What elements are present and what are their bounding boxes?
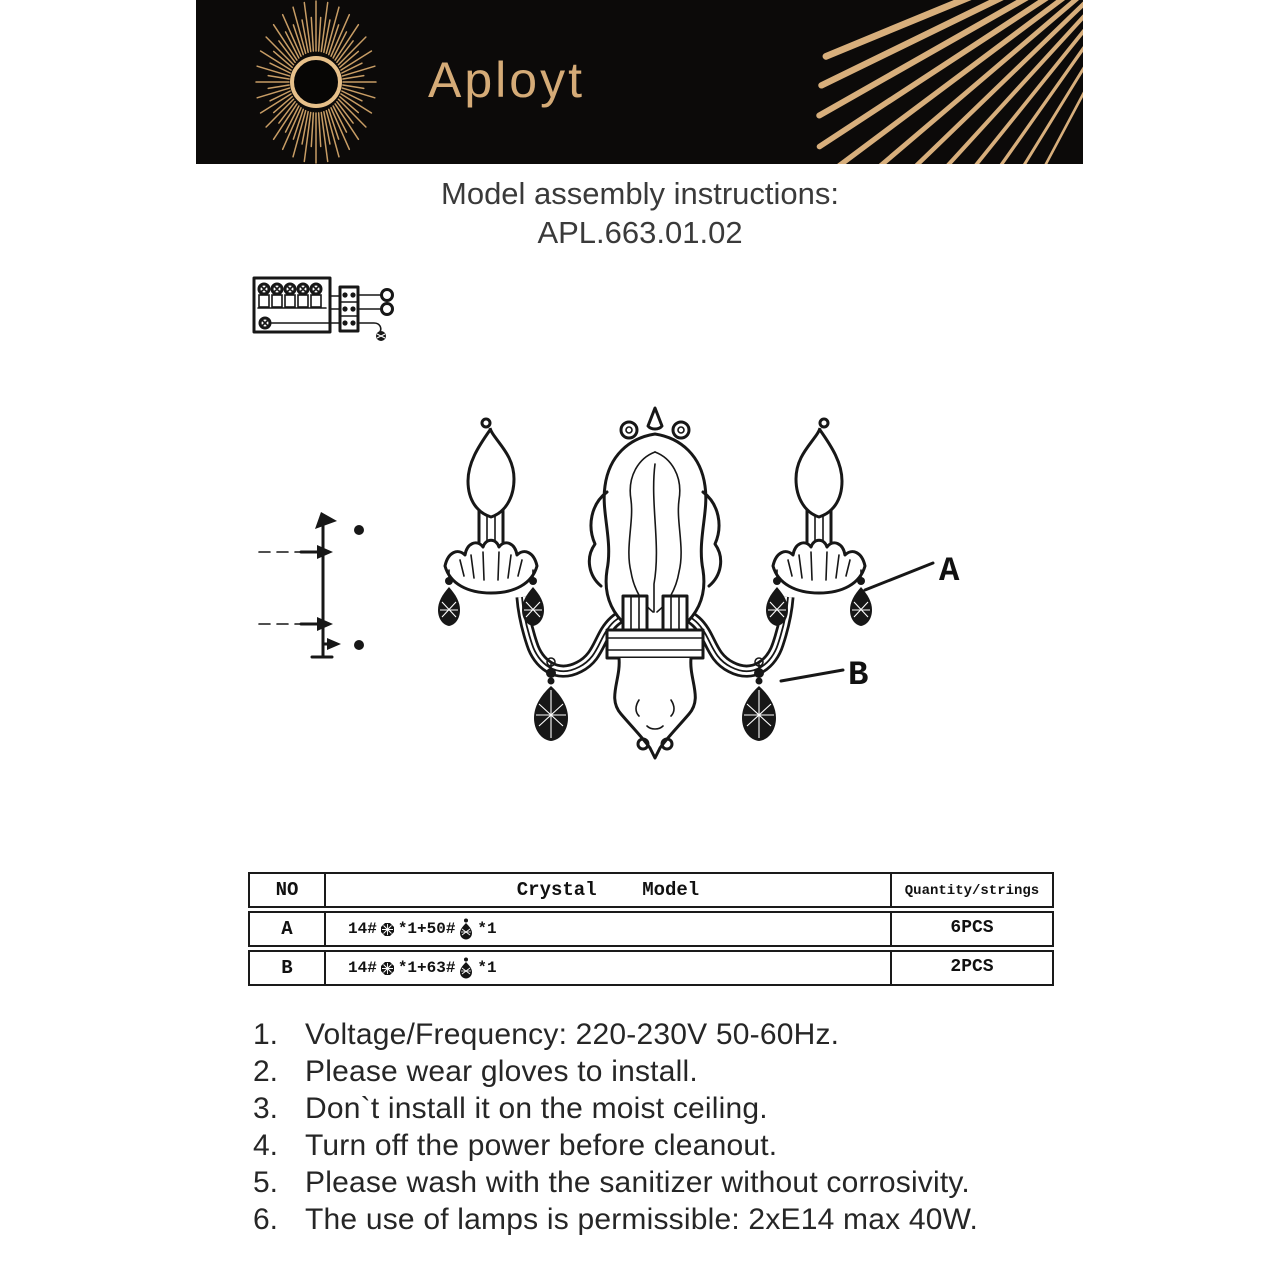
label-b-leader-line bbox=[781, 670, 843, 681]
table-row bbox=[248, 950, 1054, 986]
part-label-b: B bbox=[848, 657, 869, 695]
part-label-a: A bbox=[939, 553, 960, 591]
list-item bbox=[253, 1131, 1063, 1161]
list-item bbox=[253, 1168, 1063, 1198]
spec-text: 14# bbox=[348, 959, 377, 977]
brand-wordmark: Aployt bbox=[428, 52, 585, 108]
crystal-drop-icon bbox=[458, 957, 474, 979]
screw-dot bbox=[354, 525, 364, 535]
row-a-crystal-spec bbox=[326, 913, 892, 945]
item-number: 4. bbox=[253, 1129, 279, 1162]
row-b-no: B bbox=[250, 952, 326, 984]
wiring-diagram bbox=[248, 268, 398, 348]
table-header-row bbox=[248, 872, 1054, 908]
crystal-drop-icon bbox=[458, 918, 474, 940]
crystal-bead-icon bbox=[380, 961, 395, 976]
list-item bbox=[253, 1205, 1063, 1235]
row-a-no: A bbox=[250, 913, 326, 945]
table-header-no: NO bbox=[250, 874, 326, 906]
row-b-crystal-spec bbox=[326, 952, 892, 984]
sconce-assembly-drawing bbox=[255, 400, 1015, 800]
spec-text: 14# bbox=[348, 920, 377, 938]
list-item bbox=[253, 1057, 1063, 1087]
screw-dot bbox=[354, 640, 364, 650]
instructions-list bbox=[253, 1020, 1063, 1242]
model-number: APL.663.01.02 bbox=[537, 215, 743, 250]
table-row bbox=[248, 911, 1054, 947]
item-text: Please wear gloves to install. bbox=[305, 1055, 698, 1088]
spec-text: *1 bbox=[477, 920, 497, 938]
row-a-quantity: 6PCS bbox=[950, 918, 994, 938]
brand-banner bbox=[196, 0, 1083, 164]
mounting-bracket-diagram bbox=[259, 512, 364, 657]
terminal-screws bbox=[258, 284, 326, 328]
row-b-quantity: 2PCS bbox=[950, 957, 994, 977]
spec-text: *1+50# bbox=[397, 920, 456, 938]
item-text: Don`t install it on the moist ceiling. bbox=[305, 1092, 768, 1125]
item-text: Turn off the power before cleanout. bbox=[305, 1129, 778, 1162]
sunburst-logo-icon bbox=[231, 0, 401, 164]
item-number: 1. bbox=[253, 1018, 279, 1051]
list-item bbox=[253, 1094, 1063, 1124]
item-text: The use of lamps is permissible: 2xE14 max 40W. bbox=[305, 1203, 979, 1236]
item-number: 5. bbox=[253, 1166, 279, 1199]
spec-text: *1+63# bbox=[397, 959, 456, 977]
item-number: 6. bbox=[253, 1203, 279, 1236]
title-block bbox=[240, 174, 1040, 252]
table-header-crystal-model: Crystal Model bbox=[326, 874, 892, 906]
item-text: Voltage/Frequency: 220-230V 50-60Hz. bbox=[305, 1018, 840, 1051]
lead-wires bbox=[358, 290, 393, 342]
spec-text: *1 bbox=[477, 959, 497, 977]
item-number: 3. bbox=[253, 1092, 279, 1125]
table-header-quantity: Quantity/strings bbox=[904, 883, 1040, 899]
item-text: Please wash with the sanitizer without corrosivity. bbox=[305, 1166, 970, 1199]
sconce-backplate bbox=[589, 408, 720, 758]
crystal-bead-icon bbox=[380, 922, 395, 937]
item-number: 2. bbox=[253, 1055, 279, 1088]
list-item bbox=[253, 1020, 1063, 1050]
logo-ring bbox=[292, 58, 340, 106]
crystal-table bbox=[248, 872, 1054, 986]
label-a-leader-line bbox=[865, 563, 933, 590]
page-title: Model assembly instructions: bbox=[441, 176, 839, 211]
